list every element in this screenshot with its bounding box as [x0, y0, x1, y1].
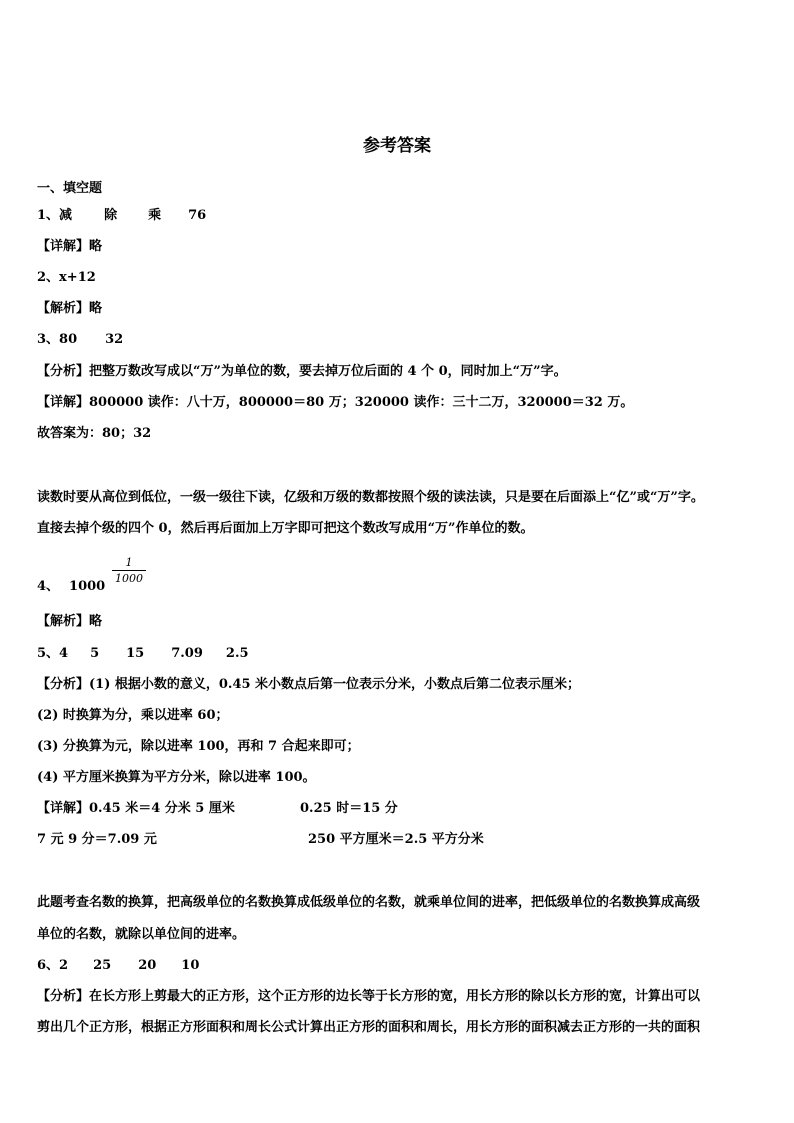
q5-analysis-2: (2) 时换算为分，乘以进率 60； [37, 708, 229, 723]
q3-note-1: 读数时要从高位到低位，一级一级往下读，亿级和万级的数都按照个级的读法读，只是要在后面添上“亿”或“万”字。 [37, 490, 704, 505]
q3-answer-line [37, 331, 123, 349]
q1-answer-3: 乘 [148, 208, 162, 223]
q1-answer-1: 减 [59, 208, 73, 223]
q3-answer-summary: 故答案为：80；32 [37, 426, 152, 441]
q6-answer-2: 25 [93, 958, 112, 973]
q5-note-1: 此题考查名数的换算，把高级单位的名数换算成低级单位的名数，就乘单位间的进率，把低级单位的名数换算成高级 [37, 895, 701, 910]
q4-fraction-numerator: 1 [125, 556, 133, 569]
q4-fraction-denominator: 1000 [115, 572, 143, 585]
q5-detail-c: 7 元 9 分＝7.09 元 [37, 832, 157, 847]
q6-answer-4: 10 [181, 958, 200, 973]
q6-answer-3: 20 [138, 958, 157, 973]
q4-analysis: 【解析】略 [37, 614, 103, 629]
q3-note-2: 直接去掉个级的四个 0，然后再后面加上万字即可把这个数改写成用“万”作单位的数。 [37, 521, 534, 536]
q1-answer-2: 除 [104, 208, 118, 223]
q6-analysis-1: 【分析】在长方形上剪最大的正方形，这个正方形的边长等于长方形的宽，用长方形的除以长方形的宽，计算出可以 [37, 989, 701, 1004]
q5-analysis-4: (4) 平方厘米换算为平方分米，除以进率 100。 [37, 770, 316, 785]
q1-answer-4: 76 [188, 208, 207, 223]
q3-answer-1: 80 [59, 332, 78, 347]
q2-answer-line: 2、x+12 [37, 270, 96, 285]
q4-number: 4、 [37, 579, 60, 594]
q5-number: 5、 [37, 646, 60, 661]
q5-analysis-1: 【分析】(1) 根据小数的意义，0.45 米小数点后第一位表示分米，小数点后第二位表示厘米； [37, 677, 581, 692]
q6-analysis-2: 剪出几个正方形，根据正方形面积和周长公式计算出正方形的面积和周长，用长方形的面积减去正方形的一共的面积 [37, 1020, 701, 1035]
q3-answer-2: 32 [105, 332, 124, 347]
q5-answer-4: 7.09 [171, 646, 203, 661]
q3-analysis: 【分析】把整万数改写成以“万”为单位的数，要去掉万位后面的 4 个 0，同时加上“万”字。 [37, 364, 567, 379]
q5-detail-d: 250 平方厘米＝2.5 平方分米 [308, 832, 484, 847]
q6-number: 6、 [37, 958, 60, 973]
q4-answer-1: 1000 [69, 579, 106, 594]
page-title: 参考答案 [363, 136, 431, 156]
q4-fraction-bar [112, 570, 146, 571]
q6-answer-line [37, 957, 199, 975]
q5-analysis-3: (3) 分换算为元，除以进率 100，再和 7 合起来即可； [37, 739, 360, 754]
q5-detail-b: 0.25 时＝15 分 [300, 801, 398, 816]
q4-answer-line [37, 578, 105, 596]
q3-detail: 【详解】800000 读作：八十万，800000＝80 万；320000 读作：三十二万，320000＝32 万。 [37, 395, 634, 410]
q3-number: 3、 [37, 332, 60, 347]
q6-answer-1: 2 [59, 958, 69, 973]
section-heading: 一、填空题 [37, 181, 103, 196]
q5-answer-5: 2.5 [225, 646, 249, 661]
q4-fraction [112, 556, 146, 585]
q5-answer-3: 15 [126, 646, 145, 661]
q1-detail: 【详解】略 [37, 239, 103, 254]
q1-answer-line [37, 207, 206, 225]
q2-analysis: 【解析】略 [37, 301, 103, 316]
q5-answer-1: 4 [59, 646, 69, 661]
q5-note-2: 单位的名数，就除以单位间的进率。 [37, 927, 246, 942]
q5-detail-a: 【详解】0.45 米＝4 分米 5 厘米 [37, 801, 235, 816]
q5-answer-2: 5 [90, 646, 100, 661]
q5-answer-line [37, 645, 249, 663]
q1-number: 1、 [37, 208, 60, 223]
